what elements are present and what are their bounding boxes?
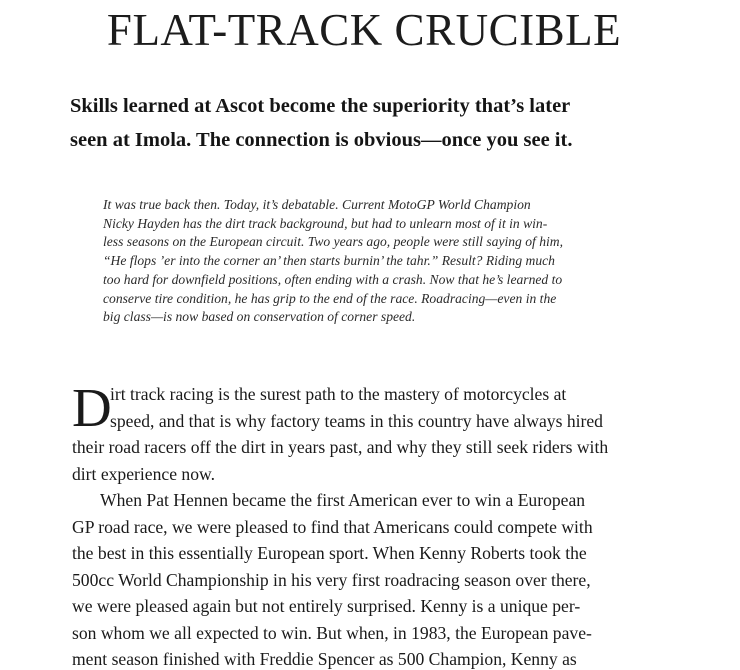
note-line: too hard for downfield positions, often ending with a crash. Now that he’s learned to bbox=[103, 271, 563, 287]
body-line: we were pleased again but not entirely surprised. Kenny is a unique per- bbox=[72, 596, 581, 616]
first-paragraph bbox=[72, 377, 662, 438]
drop-cap: D bbox=[72, 377, 112, 438]
body-line: 500cc World Championship in his very first roadracing season over there, bbox=[72, 569, 591, 590]
note-line: “He flops ’er into the corner an’ then starts burnin’ the tahr.” Result? Riding much bbox=[103, 253, 555, 269]
body-line: speed, and that is why factory teams in this country have always hired bbox=[110, 410, 603, 431]
note-line: big class—is now based on conservation of corner speed. bbox=[103, 309, 416, 325]
body-line: GP road race, we were pleased to find that Americans could compete with bbox=[72, 516, 593, 537]
body-line: When Pat Hennen became the first American ever to win a European bbox=[100, 490, 586, 510]
subtitle-line: Skills learned at Ascot become the superiority that’s later bbox=[70, 95, 571, 117]
body-line: irt track racing is the surest path to the mastery of motorcycles at bbox=[110, 384, 567, 404]
body-line: the best in this essentially European sport. When Kenny Roberts took the bbox=[72, 543, 587, 563]
body-line: their road racers off the dirt in years past, and why they still seek riders with bbox=[72, 437, 609, 457]
chapter-subtitle bbox=[70, 89, 680, 157]
subtitle-line: seen at Imola. The connection is obvious—once you see it. bbox=[70, 129, 573, 151]
body-line: son whom we all expected to win. But when, in 1983, the European pave- bbox=[72, 622, 592, 643]
italic-sidebar-note bbox=[103, 196, 643, 327]
note-line: Nicky Hayden has the dirt track background, but had to unlearn most of it in win- bbox=[103, 215, 548, 231]
note-line: It was true back then. Today, it’s debatable. Current MotoGP World Champion bbox=[103, 197, 531, 212]
note-line: conserve tire condition, he has grip to the end of the race. Roadracing—even in the bbox=[103, 290, 557, 306]
chapter-title: FLAT-TRACK CRUCIBLE bbox=[106, 5, 622, 55]
body-line: dirt experience now. bbox=[72, 463, 215, 484]
body-line: ment season finished with Freddie Spencer as 500 Champion, Kenny as bbox=[72, 649, 577, 669]
body-text bbox=[72, 377, 662, 670]
note-line: less seasons on the European circuit. Two years ago, people were still saying of him, bbox=[103, 234, 564, 250]
